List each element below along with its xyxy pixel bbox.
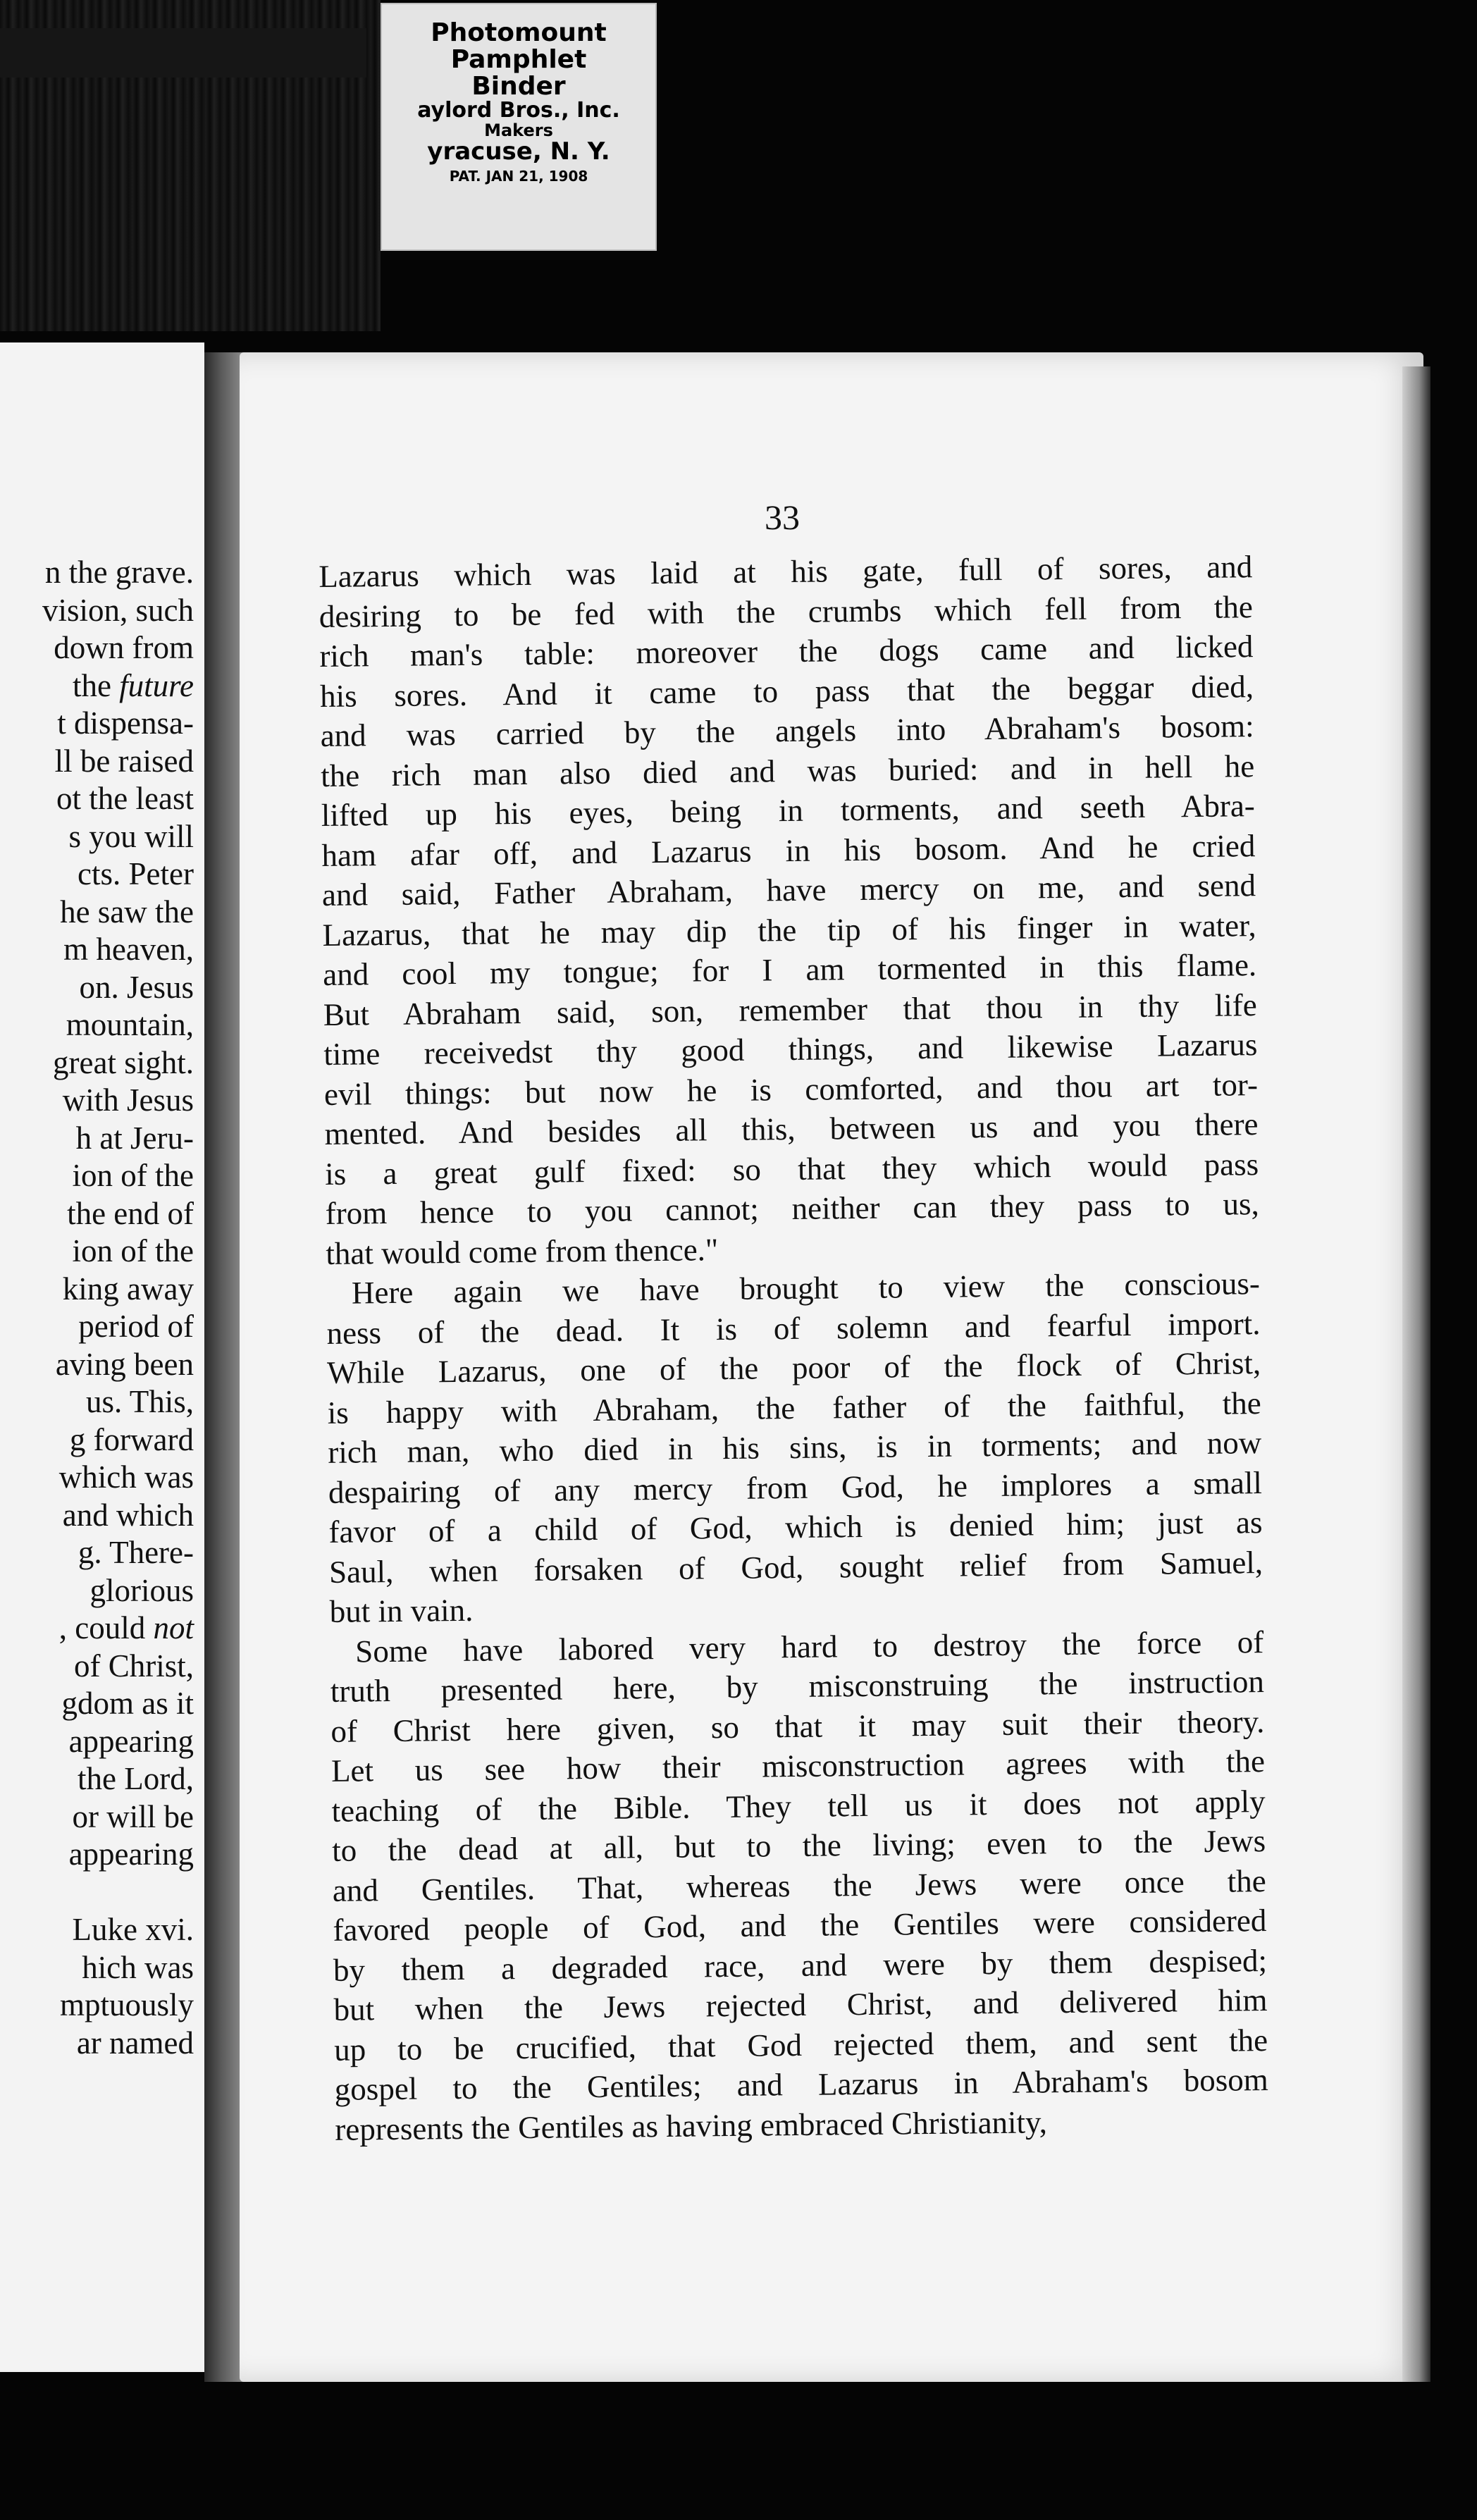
left-page-line: g forward [69,1421,194,1457]
left-page-line: glorious [89,1572,194,1608]
left-page-line: ar named [76,2025,194,2061]
label-line-4: aylord Bros., Inc. [417,98,620,123]
left-page-line: and which [62,1497,194,1533]
left-page-line: gdom as it [61,1686,194,1721]
text-line: and Gentiles. That, whereas the Jews were once the [332,1863,1267,1908]
text-line: desiring to be fed with the crumbs which fell from the [319,588,1254,634]
left-page-line: appearing [68,1723,194,1759]
label-line-7: PAT. JAN 21, 1908 [449,167,588,185]
text-line: While Lazarus, one of the poor of the flock of Christ, [326,1345,1261,1390]
left-page-line: mptuously [59,1987,194,2022]
text-line: but when the Jews rejected Christ, and delivered him [333,1982,1268,2027]
left-page-line: or will be [72,1798,194,1834]
left-page-line: great sight. [53,1044,194,1080]
left-page-line: with Jesus [62,1082,194,1118]
left-page-line: h at Jeru- [75,1120,194,1156]
page-edge [1402,366,1430,2382]
text-line: and cool my tongue; for I am tormented in this flame. [322,947,1257,992]
left-page-line: mountain, [66,1007,194,1042]
text-line: to the dead at all, but to the living; even to the Jews [331,1823,1266,1868]
left-page-line: king away [62,1271,194,1307]
text-line: Some have labored very hard to destroy the force of [355,1624,1264,1669]
text-line: mented. And besides all this, between us and you there [324,1106,1259,1151]
text-line: favor of a child of God, which is denied him; just as [328,1505,1263,1550]
text-line: but in vain. [329,1592,474,1629]
left-page-line: the Lord, [78,1761,194,1796]
text-line: favored people of God, and the Gentiles were considered [333,1903,1267,1948]
left-page-line: aving been [55,1346,194,1382]
text-line: rich man, who died in his sins, is in torments; and now [328,1425,1262,1470]
left-page-line: vision, such [42,592,194,628]
left-page-line: which was [58,1459,194,1495]
left-page-line: he saw the [60,894,194,929]
left-page-line: ot the least [56,781,194,816]
text-line: is a great gulf fixed: so that they which would pass [324,1146,1259,1192]
label-line-5: Makers [484,120,553,140]
left-page-line: the end of [67,1195,194,1231]
left-page-line [0,1874,194,1912]
text-line: teaching of the Bible. They tell us it does not apply [331,1783,1266,1829]
left-page-line: appearing [68,1836,194,1872]
text-line: and was carried by the angels into Abraham's bosom: [320,708,1254,753]
text-line: of Christ here given, so that it may suit their theory. [330,1703,1265,1749]
text-line: Let us see how their misconstruction agrees with the [330,1743,1266,1789]
text-line: is happy with Abraham, the father of the faithful, the [327,1385,1261,1431]
text-line: Saul, when forsaken of God, sought relief from Samuel, [328,1544,1263,1590]
left-page-line: hich was [82,1949,194,1985]
left-page-line: down from [54,630,194,665]
text-line: by them a degraded race, and were by them despised; [333,1942,1268,1988]
left-page-line: Luke xvi. [72,1912,194,1947]
text-line: that would come from thence." [326,1231,719,1271]
text-line: Lazarus which was laid at his gate, full of sores, and [319,549,1253,594]
text-line: time receivedst thy good things, and likewise Lazarus [323,1027,1258,1072]
left-page-line: , could not [58,1610,194,1645]
left-page [0,342,204,2372]
text-line: from hence to you cannot; neither can they pass to us, [325,1186,1259,1231]
right-page-text [319,547,1269,2149]
left-page-line: ion of the [72,1158,194,1193]
left-page-line: m heaven, [63,932,194,967]
text-line: But Abraham said, son, remember that thou in thy life [323,987,1257,1032]
left-page-line: the future [72,667,194,703]
text-line: lifted up his eyes, being in torments, and seeth Abra- [321,788,1256,833]
text-line: his sores. And it came to pass that the beggar died, [319,668,1254,714]
left-page-line: ion of the [72,1233,194,1268]
text-line: despairing of any mercy from God, he implores a small [328,1464,1263,1510]
text-line: Here again we have brought to view the conscious- [351,1266,1261,1311]
text-line: ness of the dead. It is of solemn and fearful import. [326,1305,1261,1351]
label-line-3: Binder [471,71,566,101]
left-page-line: t dispensa- [57,705,194,741]
text-line: rich man's table: moreover the dogs came and licked [319,629,1254,674]
label-line-1: Photomount [431,18,607,47]
binder-label [381,3,657,251]
text-line: up to be crucified, that God rejected them, and sent the [333,2022,1268,2068]
label-line-2: Pamphlet [450,44,587,74]
left-page-line: g. There- [78,1535,194,1570]
binder-band [0,28,366,78]
label-line-6: yracuse, N. Y. [427,137,610,166]
text-line: truth presented here, by misconstruing the instruction [330,1664,1265,1709]
left-page-line: cts. Peter [78,856,194,891]
text-line: and said, Father Abraham, have mercy on me, and send [321,867,1256,913]
left-page-line: us. This, [86,1384,194,1419]
page-number: 33 [765,498,800,537]
left-page-line: n the grave. [44,555,194,590]
left-page-line: period of [78,1309,194,1344]
text-line: gospel to the Gentiles; and Lazarus in Abraham's bosom [334,2062,1268,2107]
text-line: evil things: but now he is comforted, and thou art tor- [323,1066,1259,1112]
text-line: the rich man also died and was buried: and in hell he [320,748,1255,793]
text-line: represents the Gentiles as having embraced Christianity, [335,2104,1048,2147]
left-page-line: s you will [68,818,194,854]
text-line: Lazarus, that he may dip the tip of his finger in water, [322,907,1256,953]
left-page-line: on. Jesus [79,969,194,1005]
left-page-line: of Christ, [73,1648,194,1684]
left-page-line: ll be raised [54,743,194,779]
text-line: ham afar off, and Lazarus in his bosom. And he cried [321,827,1256,873]
left-page-text [0,554,194,2062]
